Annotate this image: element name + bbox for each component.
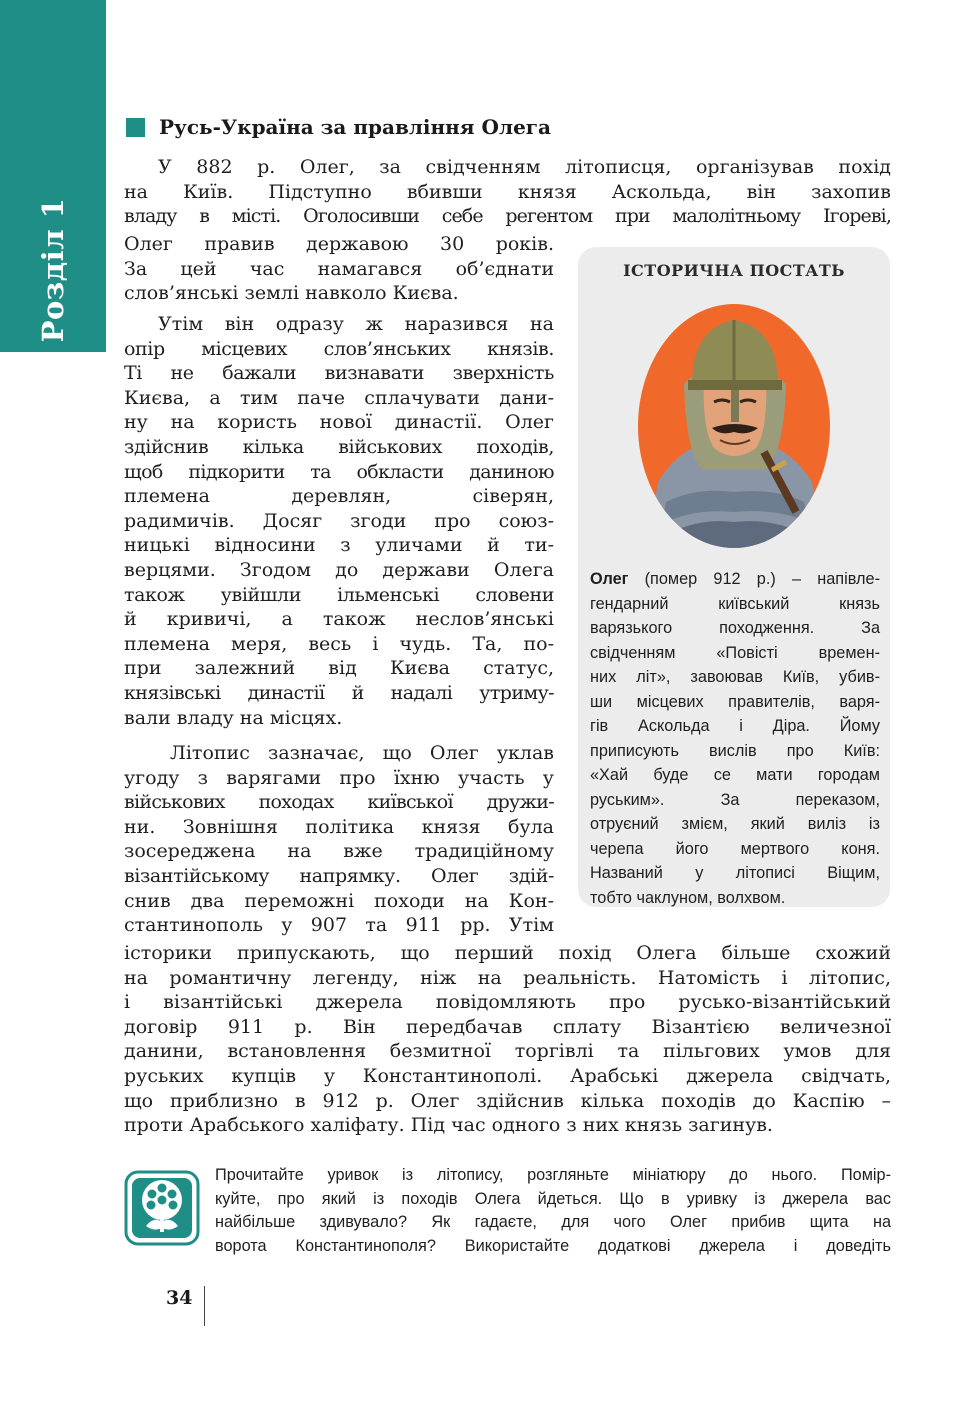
text-line: на Київ. Підступно вбивши князя Аскольда, він захопив	[124, 180, 891, 203]
text-line: тобто чаклуном, волхвом.	[590, 888, 786, 907]
text-line: радимичів. Досяг згоди про союз-	[124, 509, 554, 532]
task-text	[215, 1164, 891, 1258]
text-line: договір 911 р. Він передбачав сплату Візантією величезної	[124, 1015, 891, 1038]
text-line: «Хай буде се мати городам	[590, 766, 880, 784]
text-line: За цей час намагався об’єднати	[124, 257, 554, 280]
paragraph-3	[124, 741, 554, 938]
heading-square-icon	[126, 118, 145, 137]
oleg-portrait-icon	[636, 302, 832, 550]
text-line: ницькі відносини з уличами й ти-	[124, 534, 554, 557]
text-line: свідченням «Повісті времен-	[590, 643, 880, 662]
paragraph-1	[124, 155, 891, 229]
text-line: військових походах київської дружи-	[124, 791, 554, 814]
chapter-tab	[0, 0, 106, 352]
text-line: ворота Константинополя? Використайте додаткові джерела і доведіть	[215, 1236, 891, 1255]
text-line: щоб підкорити та обкласти даниною	[124, 460, 554, 483]
text-line: Утім він одразу ж наразився на	[158, 313, 554, 335]
text-line: ши місцевих правителів, варя-	[590, 692, 880, 711]
text-line: угоду з варягами про їхню участь у	[124, 766, 554, 789]
text-line: Ті не бажали визнавати зверхність	[124, 362, 554, 385]
text-line: найбільше здивувало? Як гадаєте, для чого Олег прибив щита на	[215, 1213, 891, 1231]
text-line: проти Арабського халіфату. Під час одного з них князь загинув.	[124, 1114, 773, 1137]
text-line: вали владу на місцях.	[124, 706, 343, 729]
section-title: Русь-Україна за правління Олега	[159, 115, 552, 139]
text-line: також увійшли ільменські словени	[124, 583, 554, 606]
text-line: ни. Зовнішня політика князя була	[124, 815, 554, 838]
text-line: гендарний київський князь	[590, 594, 880, 613]
text-line: руських купців у Константинополі. Арабські джерела свідчать,	[124, 1064, 891, 1087]
text-line	[590, 567, 880, 592]
text-line: на романтичну легенду, ніж на реальність. Натомість і літопис,	[124, 966, 891, 989]
text-line: племена меря, весь і чудь. Та, по-	[124, 632, 554, 655]
section-heading	[126, 115, 551, 139]
sidebar-description	[590, 567, 880, 910]
text-line: руським». За переказом,	[590, 790, 880, 809]
text-line: при залежний від Києва статус,	[124, 657, 554, 680]
text-line: Названий у літописі Віщим,	[590, 864, 880, 882]
text-line: черепа його мертвого коня.	[590, 839, 880, 858]
text-line: і візантійські джерела повідомляють про русько-візантійський	[124, 991, 891, 1014]
sidebar-title: ІСТОРИЧНА ПОСТАТЬ	[623, 261, 845, 280]
paragraph-3-continued	[124, 941, 891, 1138]
text-line: Літопис зазначає, що Олег уклав	[170, 742, 554, 764]
text-line: приписують вислів про Київ:	[590, 741, 880, 760]
text-line: варязького походження. За	[590, 619, 880, 637]
page-number-divider	[204, 1286, 205, 1326]
text-line: данини, встановлення безмитної торгівлі та пільгових умов для	[124, 1040, 891, 1063]
text-line: історики припускають, що перший похід Олега більше схожий	[124, 942, 891, 964]
text-line: князівські династії й надалі утриму-	[124, 681, 554, 704]
chapter-label: Розділ 1	[36, 197, 70, 343]
text-line: верцями. Згодом до держави Олега	[124, 558, 554, 581]
text-line: зосереджена на вже традиційному	[124, 840, 554, 863]
text-line: Олег правив державою 30 років.	[124, 233, 554, 255]
text-line: опір місцевих слов’янських князів.	[124, 337, 554, 360]
text-line: отруєний змієм, який виліз із	[590, 815, 880, 833]
text-line: гів Аскольда і Діра. Йому	[590, 717, 880, 735]
figure-first-line: (помер 912 р.) – напівле-	[628, 570, 880, 588]
paragraph-2	[124, 312, 554, 730]
text-line: Прочитайте уривок із літопису, розгляньте мініатюру до нього. Помір-	[215, 1166, 891, 1184]
page-number: 34	[166, 1287, 193, 1309]
figure-name: Олег	[590, 570, 629, 588]
tree-task-icon	[124, 1170, 200, 1246]
text-line: снив два переможні походи на Кон-	[124, 889, 554, 912]
paragraph-1-continued	[124, 232, 554, 306]
historical-figure-box	[578, 247, 890, 907]
text-line: що приблизно в 912 р. Олег здійснив кілька походів до Каспію –	[124, 1089, 891, 1112]
text-line: них літ», завоював Київ, убив-	[590, 668, 880, 686]
text-line: візантійському напрямку. Олег здій-	[124, 864, 554, 887]
text-line: владу в місті. Оголосивши себе регентом при малолітньому Ігореві,	[124, 205, 891, 228]
text-line: здійснив кілька військових походів,	[124, 435, 554, 458]
text-line: стантинополь у 907 та 911 рр. Утім	[124, 914, 554, 937]
text-line: й кривичі, а також неслов’янські	[124, 608, 554, 631]
text-line: Києва, а тим паче сплачувати дани-	[124, 386, 554, 409]
text-line: У 882 р. Олег, за свідченням літописця, організував похід	[158, 156, 891, 178]
text-line: племена деревлян, сіверян,	[124, 485, 554, 508]
text-line: ну на користь нової династії. Олег	[124, 411, 554, 434]
text-line: слов’янські землі навколо Києва.	[124, 282, 459, 305]
text-line: куйте, про який із походів Олега йдеться. Що в уривку із джерела вас	[215, 1189, 891, 1208]
